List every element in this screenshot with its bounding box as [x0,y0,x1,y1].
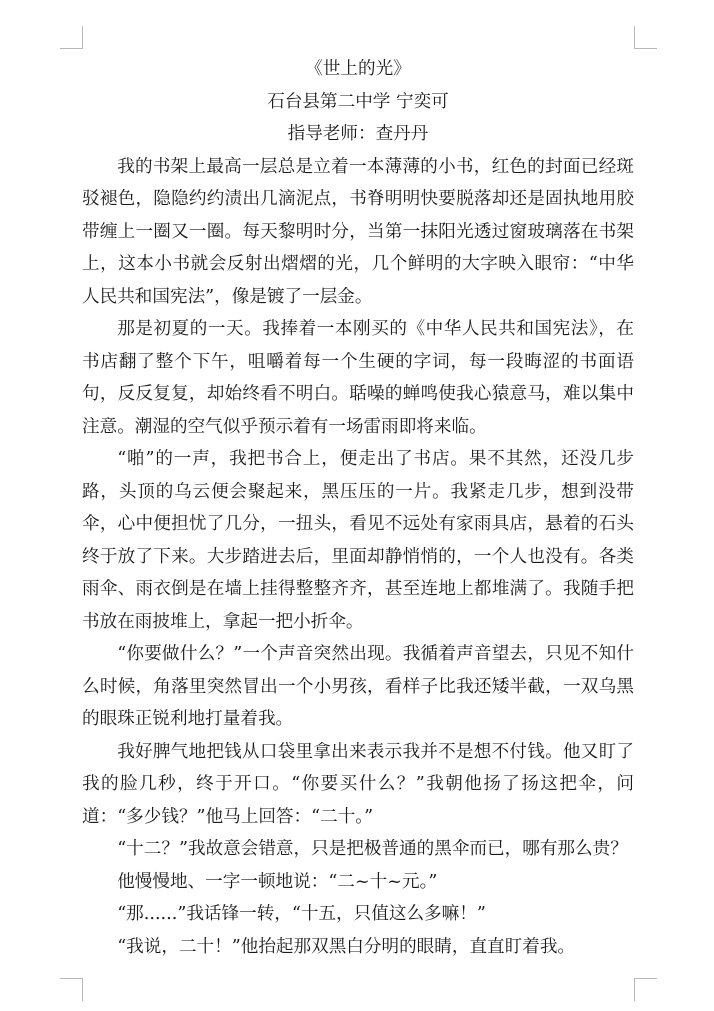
paragraph: “十二？”我故意会错意，只是把极普通的黑伞而已，哪有那么贵？ [117,839,628,859]
paragraph: “啪”的一声，我把书合上，便走出了书店。果不其然，还没几步路，头顶的乌云便会聚起来，黑压压的一片。我紧走几步，想到没带伞，心中便担忧了几分，一扭头，看见不远处有家雨具店，悬着的石头终于放了下来。大步踏进去后，里面却静悄悄的，一个人也没有。各类雨伞、雨衣倒是在墙上挂得整整齐齐，甚至连地上都堆满了。我随手把书放在雨披堆上，拿起一把小折伞。 [82,449,634,632]
paragraph: “我说，二十！”他抬起那双黑白分明的眼睛，直直盯着我。 [117,936,576,957]
page-corner-mark-top-right [634,26,657,49]
document-body [82,53,634,963]
author-line: 石台县第二中学 宁奕可 [267,91,449,112]
page-corner-mark-bottom-left [60,978,83,1001]
paragraph: “那......”我话锋一转，“十五，只值这么多嘛！” [117,904,486,924]
paragraph: 我好脾气地把钱从口袋里拿出来表示我并不是想不付钱。他又盯了我的脸几秒，终于开口。“你要买什么？”我朝他扬了扬这把伞，问道：“多少钱？”他马上回答：“二十。” [82,741,634,827]
paragraph: 那是初夏的一天。我捧着一本刚买的《中华人民共和国宪法》，在书店翻了整个下午，咀嚼着每一个生硬的字词，每一段晦涩的书面语句，反反复复，却始终看不明白。聒噪的蝉鸣使我心猿意马，难以集中注意。潮湿的空气似乎预示着有一场雷雨即将来临。 [82,319,634,437]
paragraph: “你要做什么？”一个声音突然出现。我循着声音望去，只见不知什么时候，角落里突然冒出一个小男孩，看样子比我还矮半截，一双乌黑的眼珠正锐利地打量着我。 [82,644,634,729]
teacher-line: 指导老师：查丹丹 [287,124,429,144]
essay-title: 《世上的光》 [305,59,411,79]
page-corner-mark-bottom-right [634,978,657,1001]
page-corner-mark-top-left [60,26,83,49]
paragraph: 我的书架上最高一层总是立着一本薄薄的小书，红色的封面已经斑驳褪色，隐隐约约渍出几滴泥点，书脊明明快要脱落却还是固执地用胶带缠上一圈又一圈。每天黎明时分，当第一抹阳光透过窗玻璃落在书架上，这本小书就会反射出熠熠的光，几个鲜明的大字映入眼帘：“中华人民共和国宪法”，像是镀了一层金。 [82,156,634,307]
paragraph: 他慢慢地、一字一顿地说：“二~十~元。” [117,871,438,892]
